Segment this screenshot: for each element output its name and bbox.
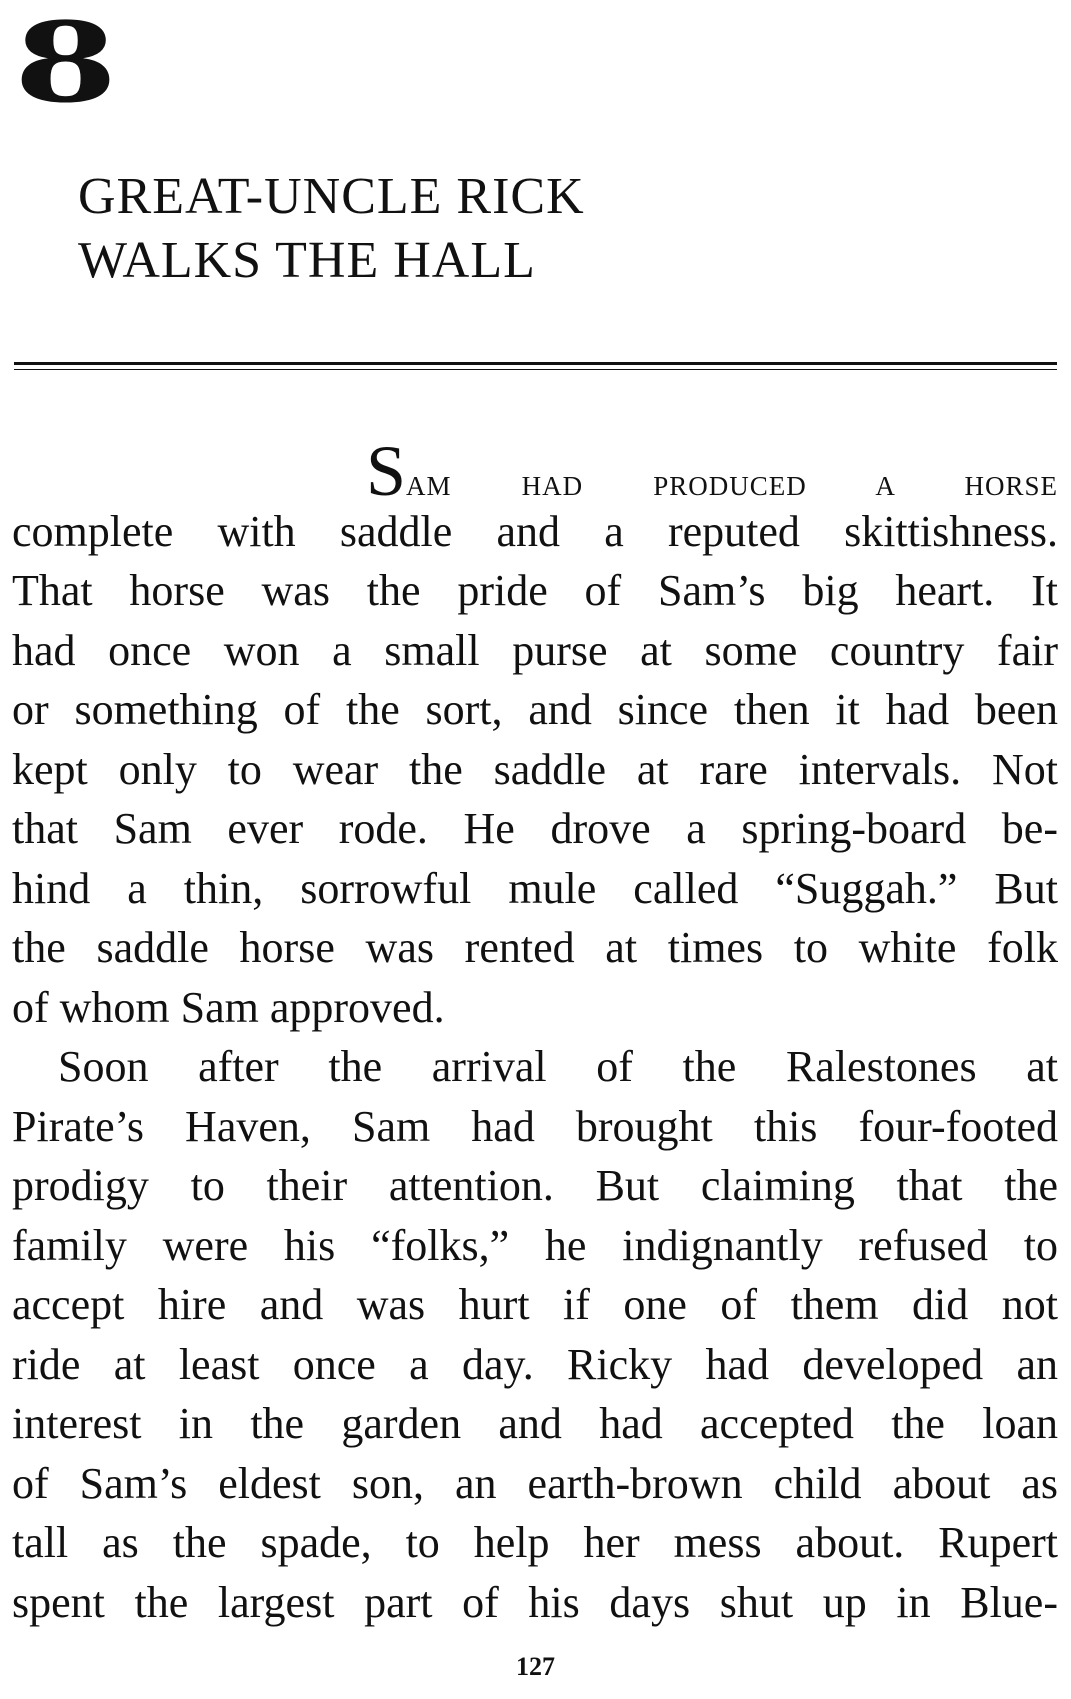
text-line: had once won a small purse at some country fair bbox=[12, 625, 1058, 675]
text-line: interest in the garden and had accepted the loan bbox=[12, 1399, 1058, 1448]
text-line: hind a thin, sorrowful mule called “Suggah.” But bbox=[12, 863, 1058, 913]
chapter-rule-thick bbox=[14, 362, 1057, 365]
text-line: tall as the spade, to help her mess about. Rupert bbox=[12, 1518, 1058, 1567]
text-line: spent the largest part of his days shut up in Blue- bbox=[12, 1577, 1058, 1627]
chapter-title-line-2: WALKS THE HALL bbox=[78, 232, 536, 289]
text-line-paragraph-end: of whom Sam approved. bbox=[12, 982, 445, 1032]
text-line: Pirate’s Haven, Sam had brought this four-footed bbox=[12, 1101, 1058, 1151]
text-line: ride at least once a day. Ricky had developed an bbox=[12, 1339, 1058, 1389]
drop-cap: S bbox=[366, 431, 407, 511]
opening-line bbox=[12, 431, 1058, 511]
chapter-rule-thin bbox=[14, 369, 1057, 370]
opening-smallcaps: AM HAD PRODUCED A HORSE bbox=[406, 471, 1058, 501]
page-number: 127 bbox=[516, 1652, 555, 1681]
text-line-paragraph-start: Soon after the arrival of the Ralestones at bbox=[58, 1042, 1058, 1091]
text-line: complete with saddle and a reputed skittishness. bbox=[12, 506, 1058, 556]
chapter-number: 8 bbox=[14, 0, 115, 127]
text-line: That horse was the pride of Sam’s big heart. It bbox=[12, 566, 1058, 615]
text-line: the saddle horse was rented at times to white folk bbox=[12, 923, 1058, 972]
chapter-title bbox=[78, 165, 585, 293]
chapter-title-line-1: GREAT-UNCLE RICK bbox=[78, 168, 585, 225]
text-line: that Sam ever rode. He drove a spring-board be- bbox=[12, 804, 1058, 853]
text-line: accept hire and was hurt if one of them did not bbox=[12, 1280, 1058, 1329]
text-line: of Sam’s eldest son, an earth-brown child about as bbox=[12, 1458, 1058, 1508]
text-line: family were his “folks,” he indignantly refused to bbox=[12, 1220, 1058, 1270]
text-line: prodigy to their attention. But claiming that the bbox=[12, 1161, 1058, 1210]
text-line: or something of the sort, and since then it had been bbox=[12, 685, 1058, 734]
chapter-body bbox=[12, 431, 1058, 1632]
text-line: kept only to wear the saddle at rare intervals. Not bbox=[12, 744, 1058, 794]
